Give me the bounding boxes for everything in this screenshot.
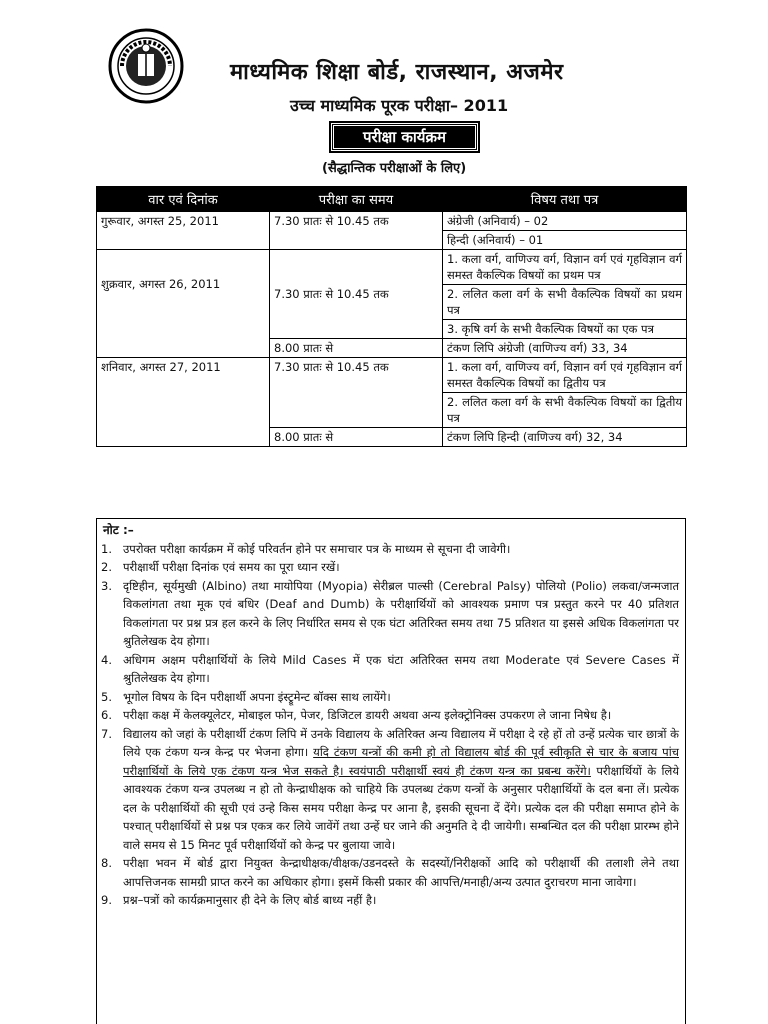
note-text: भूगोल विषय के दिन परीक्षार्थी अपना इंस्ट्रूमेन्ट बॉक्स साथ लायेंगे। — [123, 689, 391, 704]
time-cell: 8.00 प्रातः से — [270, 339, 443, 358]
date-cell: शनिवार, अगस्त 27, 2011 — [97, 358, 270, 447]
subject-cell: हिन्दी (अनिवार्य) – 01 — [443, 231, 687, 250]
subject-cell: 2. ललित कला वर्ग के सभी वैकल्पिक विषयों का द्वितीय पत्र — [443, 393, 687, 428]
date-cell: गुरूवार, अगस्त 25, 2011 — [97, 212, 270, 250]
col-header-subject: विषय तथा पत्र — [443, 187, 687, 212]
note-item: 9. प्रश्न–पत्रों को कार्यक्रमानुसार ही देने के लिए बोर्ड बाध्य नहीं है। — [97, 891, 685, 910]
note-item: 2. परीक्षार्थी परीक्षा दिनांक एवं समय का पूरा ध्यान रखें। — [97, 558, 685, 577]
subject-cell: 1. कला वर्ग, वाणिज्य वर्ग, विज्ञान वर्ग एवं गृहविज्ञान वर्ग समस्त वैकल्पिक विषयों का द्वितीय पत्र — [443, 358, 687, 393]
note-text: दृष्टिहीन, सूर्यमुखी (Albino) तथा मायोपिया (Myopia) सेरीब्रल पाल्सी (Cerebral Palsy) पोलियो (Polio) लकवा/जन्मजात विकलांगता तथा मूक एवं बधिर (Deaf and Dumb) के परीक्षार्थियों को आवश्यक प्रमाण पत्र प्रस्तुत करने पर 40 प्रतिशत विकलांगता पर प्रश्न प्रत्र हल करने के लिए निर्धारित समय से एक घंटा अतिरिक्त समय तथा 75 प्रतिशत या इससे अधिक विकलांगता पर श्रुतिलेखक देय होगा। — [123, 578, 679, 648]
time-cell: 7.30 प्रातः से 10.45 तक — [270, 358, 443, 428]
note-item: 3. दृष्टिहीन, सूर्यमुखी (Albino) तथा मायोपिया (Myopia) सेरीब्रल पाल्सी (Cerebral Palsy) पोलियो (Polio) लकवा/जन्मजात विकलांगता तथा मूक एवं बधिर (Deaf and Dumb) के परीक्षार्थियों को आवश्यक प्रमाण पत्र प्रस्तुत करने पर 40 प्रतिशत विकलांगता पर प्रश्न प्रत्र हल करने के लिए निर्धारित समय से एक घंटा अतिरिक्त समय तथा 75 प्रतिशत या इससे अधिक विकलांगता पर श्रुतिलेखक देय होगा। — [97, 577, 685, 651]
date-cell: शुक्रवार, अगस्त 26, 2011 — [97, 250, 270, 358]
subtitle: (सैद्धान्तिक परीक्षाओं के लिए) — [322, 161, 467, 176]
note-text: परीक्षा कक्ष में केलक्यूलेटर, मोबाइल फोन, पेजर, डिजिटल डायरी अथवा अन्य इलेक्ट्रोनिक्स उपकरण ले जाना निषेध है। — [123, 708, 612, 722]
note-item: 7. विद्यालय को जहां के परीक्षार्थी टंकण लिपि में उनके विद्यालय के अतिरिक्त अन्य विद्यालय में परीक्षा दे रहे हों तो उन्हें प्रत्येक चार छात्रों के लिये एक टंकण यन्त्र केन्द्र पर भेजना होगा। यदि टंकण यन्त्रों की कमी हो तो विद्यालय बोर्ड की पूर्व स्वीकृति से चार के बजाय पांच परीक्षार्थियों के लिये एक टंकण यन्त्र भेज सकते है। स्वयंपाठी परीक्षार्थी स्वयं ही टंकण यन्त्र का प्रबन्ध करेंगे। परीक्षार्थियों के लिये आवश्यक टंकण यन्त्र उपलब्ध न हो तो केन्द्राधीक्षक को चाहिये कि उपलब्ध टंकण यन्त्रों के अनुसार परीक्षार्थियों के दल बना लें। प्रत्येक दल के परीक्षार्थियों की सूची एवं उन्हे किस समय परीक्षा केन्द्र पर आना है, इसकी सूचना दें देंगे। प्रत्येक दल की परीक्षा समाप्त होने के पश्चात् परीक्षार्थियों से प्रश्न पत्र एकत्र कर लिये जावेंगें तथा उन्हें घर जाने की अनुमति दे दी जायेगी। सम्बन्धित दल की परीक्षा प्रारम्भ होने वाले समय से 15 मिनट पूर्व परीक्षार्थियों को केन्द्र पर बुलाया जावे। — [97, 725, 685, 855]
note-7-part-a: विद्यालय को जहां के परीक्षार्थी टंकण लिपि में उनके विद्यालय के अतिरिक्त अन्य विद्यालय में परीक्षा दे रहे हों तो उन्हें प्रत्येक चार छात्रों के लिये एक टंकण यन्त्र केन्द्र पर भेजना होगा। — [123, 726, 679, 759]
notes-section — [96, 518, 686, 1024]
subject-cell: 1. कला वर्ग, वाणिज्य वर्ग, विज्ञान वर्ग एवं गृहविज्ञान वर्ग समस्त वैकल्पिक विषयों का प्रथम पत्र — [443, 250, 687, 285]
note-item: 8. परीक्षा भवन में बोर्ड द्वारा नियुक्त केन्द्राधीक्षक/वीक्षक/उडनदस्ते के सदस्यों/निरीक्षकों आदि को परीक्षार्थी की तलाशी लेने तथा आपत्तिजनक सामग्री प्राप्त करने का अधिकार होगा। इसमें किसी प्रकार की आपत्ति/मनाही/अन्य उत्पात दुराचरण माना जावेगा। — [97, 854, 685, 891]
note-item: 5. भूगोल विषय के दिन परीक्षार्थी अपना इंस्ट्रूमेन्ट बॉक्स साथ लायेंगे। — [97, 688, 685, 707]
note-text: उपरोक्त परीक्षा कार्यक्रम में कोई परिवर्तन होने पर समाचार पत्र के माध्यम से सूचना दी जावेगी। — [123, 541, 511, 556]
subject-cell: 3. कृषि वर्ग के सभी वैकल्पिक विषयों का एक पत्र — [443, 320, 687, 339]
subject-cell: टंकण लिपि हिन्दी (वाणिज्य वर्ग) 32, 34 — [443, 428, 687, 447]
note-text: परीक्षार्थी परीक्षा दिनांक एवं समय का पूरा ध्यान रखें। — [123, 560, 340, 574]
note-item: 1. उपरोक्त परीक्षा कार्यक्रम में कोई परिवर्तन होने पर समाचार पत्र के माध्यम से सूचना दी जावेगी। — [97, 540, 685, 559]
table-header-row — [97, 187, 687, 212]
program-title-box: परीक्षा कार्यक्रम — [331, 123, 478, 151]
table-row — [97, 250, 687, 285]
exam-schedule-table — [96, 186, 687, 447]
time-cell: 8.00 प्रातः से — [270, 428, 443, 447]
subject-cell: अंग्रेजी (अनिवार्य) – 02 — [443, 212, 687, 231]
subject-cell: टंकण लिपि अंग्रेजी (वाणिज्य वर्ग) 33, 34 — [443, 339, 687, 358]
document-header — [0, 0, 768, 186]
note-text: अधिगम अक्षम परीक्षार्थियों के लिये Mild Cases में एक घंटा अतिरिक्त समय तथा Moderate एवं Severe Cases में श्रुतिलेखक देय होगा। — [123, 652, 679, 685]
table-row — [97, 212, 687, 231]
col-header-date: वार एवं दिनांक — [97, 187, 270, 212]
time-cell: 7.30 प्रातः से 10.45 तक — [270, 212, 443, 250]
board-name: माध्यमिक शिक्षा बोर्ड, राजस्थान, अजमेर — [230, 60, 564, 85]
col-header-time: परीक्षा का समय — [270, 187, 443, 212]
subject-cell: 2. ललित कला वर्ग के सभी वैकल्पिक विषयों का प्रथम पत्र — [443, 285, 687, 320]
note-text: परीक्षा भवन में बोर्ड द्वारा नियुक्त केन्द्राधीक्षक/वीक्षक/उडनदस्ते के सदस्यों/निरीक्षकों आदि को परीक्षार्थी की तलाशी लेने तथा आपत्तिजनक सामग्री प्राप्त करने का अधिकार होगा। इसमें किसी प्रकार की आपत्ति/मनाही/अन्य उत्पात दुराचरण माना जावेगा। — [123, 856, 679, 889]
note-text — [123, 725, 679, 855]
board-seal-logo — [108, 28, 184, 104]
note-text: प्रश्न–पत्रों को कार्यक्रमानुसार ही देने के लिए बोर्ड बाध्य नहीं है। — [123, 893, 377, 907]
time-cell: 7.30 प्रातः से 10.45 तक — [270, 250, 443, 339]
note-7-underlined: यदि टंकण यन्त्रों की कमी हो तो विद्यालय बोर्ड की पूर्व स्वीकृति से चार के बजाय पांच परीक्षार्थियों के लिये एक टंकण यन्त्र भेज सकते है। स्वयंपाठी परीक्षार्थी स्वयं ही टंकण यन्त्र का प्रबन्ध करेंगे। — [123, 745, 679, 778]
note-item: 4. अधिगम अक्षम परीक्षार्थियों के लिये Mild Cases में एक घंटा अतिरिक्त समय तथा Moderate एवं Severe Cases में श्रुतिलेखक देय होगा। — [97, 651, 685, 688]
note-7-part-c: परीक्षार्थियों के लिये आवश्यक टंकण यन्त्र उपलब्ध न हो तो केन्द्राधीक्षक को चाहिये कि उपलब्ध टंकण यन्त्रों के अनुसार परीक्षार्थियों के दल बना लें। प्रत्येक दल के परीक्षार्थियों की सूची एवं उन्हे किस समय परीक्षा केन्द्र पर आना है, इसकी सूचना दें देंगे। प्रत्येक दल की परीक्षा समाप्त होने के पश्चात् परीक्षार्थियों से प्रश्न पत्र एकत्र कर लिये जावेंगें तथा उन्हें घर जाने की अनुमति दे दी जायेगी। सम्बन्धित दल की परीक्षा प्रारम्भ होने वाले समय से 15 मिनट पूर्व परीक्षार्थियों को केन्द्र पर बुलाया जावे। — [123, 763, 679, 852]
notes-title: नोट :– — [103, 523, 134, 537]
table-row — [97, 358, 687, 393]
exam-name: उच्च माध्यमिक पूरक परीक्षा– 2011 — [290, 96, 509, 115]
note-item: 6. परीक्षा कक्ष में केलक्यूलेटर, मोबाइल फोन, पेजर, डिजिटल डायरी अथवा अन्य इलेक्ट्रोनिक्स उपकरण ले जाना निषेध है। — [97, 706, 685, 725]
